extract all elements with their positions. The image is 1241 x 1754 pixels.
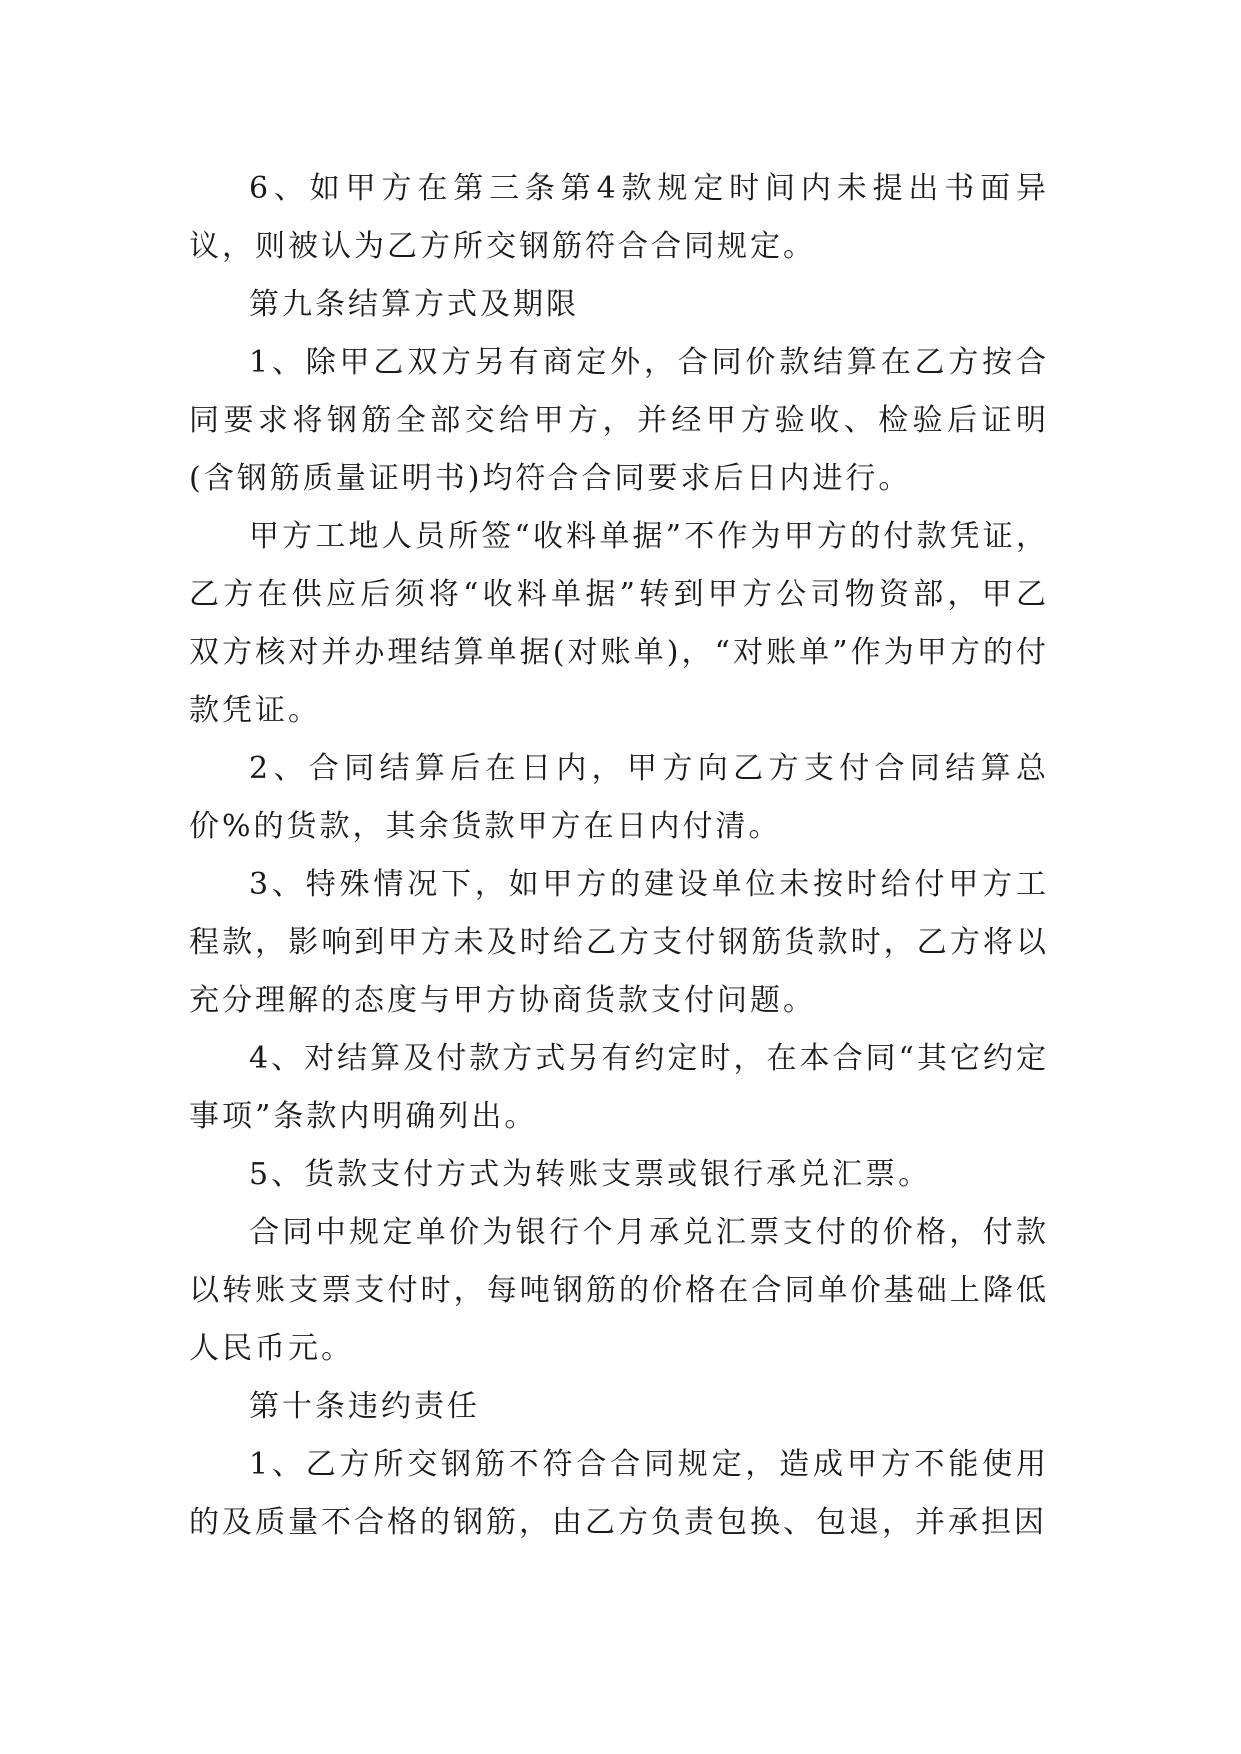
paragraph-clause-5: 5、货款支付方式为转账支票或银行承兑汇票。 [249,1157,932,1192]
paragraph-clause-2: 2、合同结算后在日内，甲方向乙方支付合同结算总价%的货款，其余货款甲方在日内付清。 [189,751,1049,844]
heading-article-10: 第十条违约责任 [249,1389,480,1424]
heading-article-9: 第九条结算方式及期限 [249,287,579,322]
paragraph-clause-1: 1、除甲乙双方另有商定外，合同价款结算在乙方按合同要求将钢筋全部交给甲方，并经甲方验收、检验后证明(含钢筋质量证明书)均符合合同要求后日内进行。 [189,345,1049,496]
paragraph-clause-6: 6、如甲方在第三条第4款规定时间内未提出书面异议，则被认为乙方所交钢筋符合合同规定。 [189,171,1049,264]
paragraph-clause-3: 3、特殊情况下，如甲方的建设单位未按时给付甲方工程款，影响到甲方未及时给乙方支付钢筋货款时，乙方将以充分理解的态度与甲方协商货款支付问题。 [189,867,1049,1018]
paragraph-receipt-note: 甲方工地人员所签“收料单据”不作为甲方的付款凭证，乙方在供应后须将“收料单据”转到甲方公司物资部，甲乙双方核对并办理结算单据(对账单)，“对账单”作为甲方的付款凭证。 [189,519,1049,728]
document-body [189,160,1049,1552]
paragraph-price-note: 合同中规定单价为银行个月承兑汇票支付的价格，付款以转账支票支付时，每吨钢筋的价格在合同单价基础上降低人民币元。 [189,1215,1049,1366]
paragraph-liability-1: 1、乙方所交钢筋不符合合同规定，造成甲方不能使用的及质量不合格的钢筋，由乙方负责包换、包退，并承担因 [189,1447,1049,1540]
paragraph-clause-4: 4、对结算及付款方式另有约定时，在本合同“其它约定事项”条款内明确列出。 [189,1041,1049,1134]
